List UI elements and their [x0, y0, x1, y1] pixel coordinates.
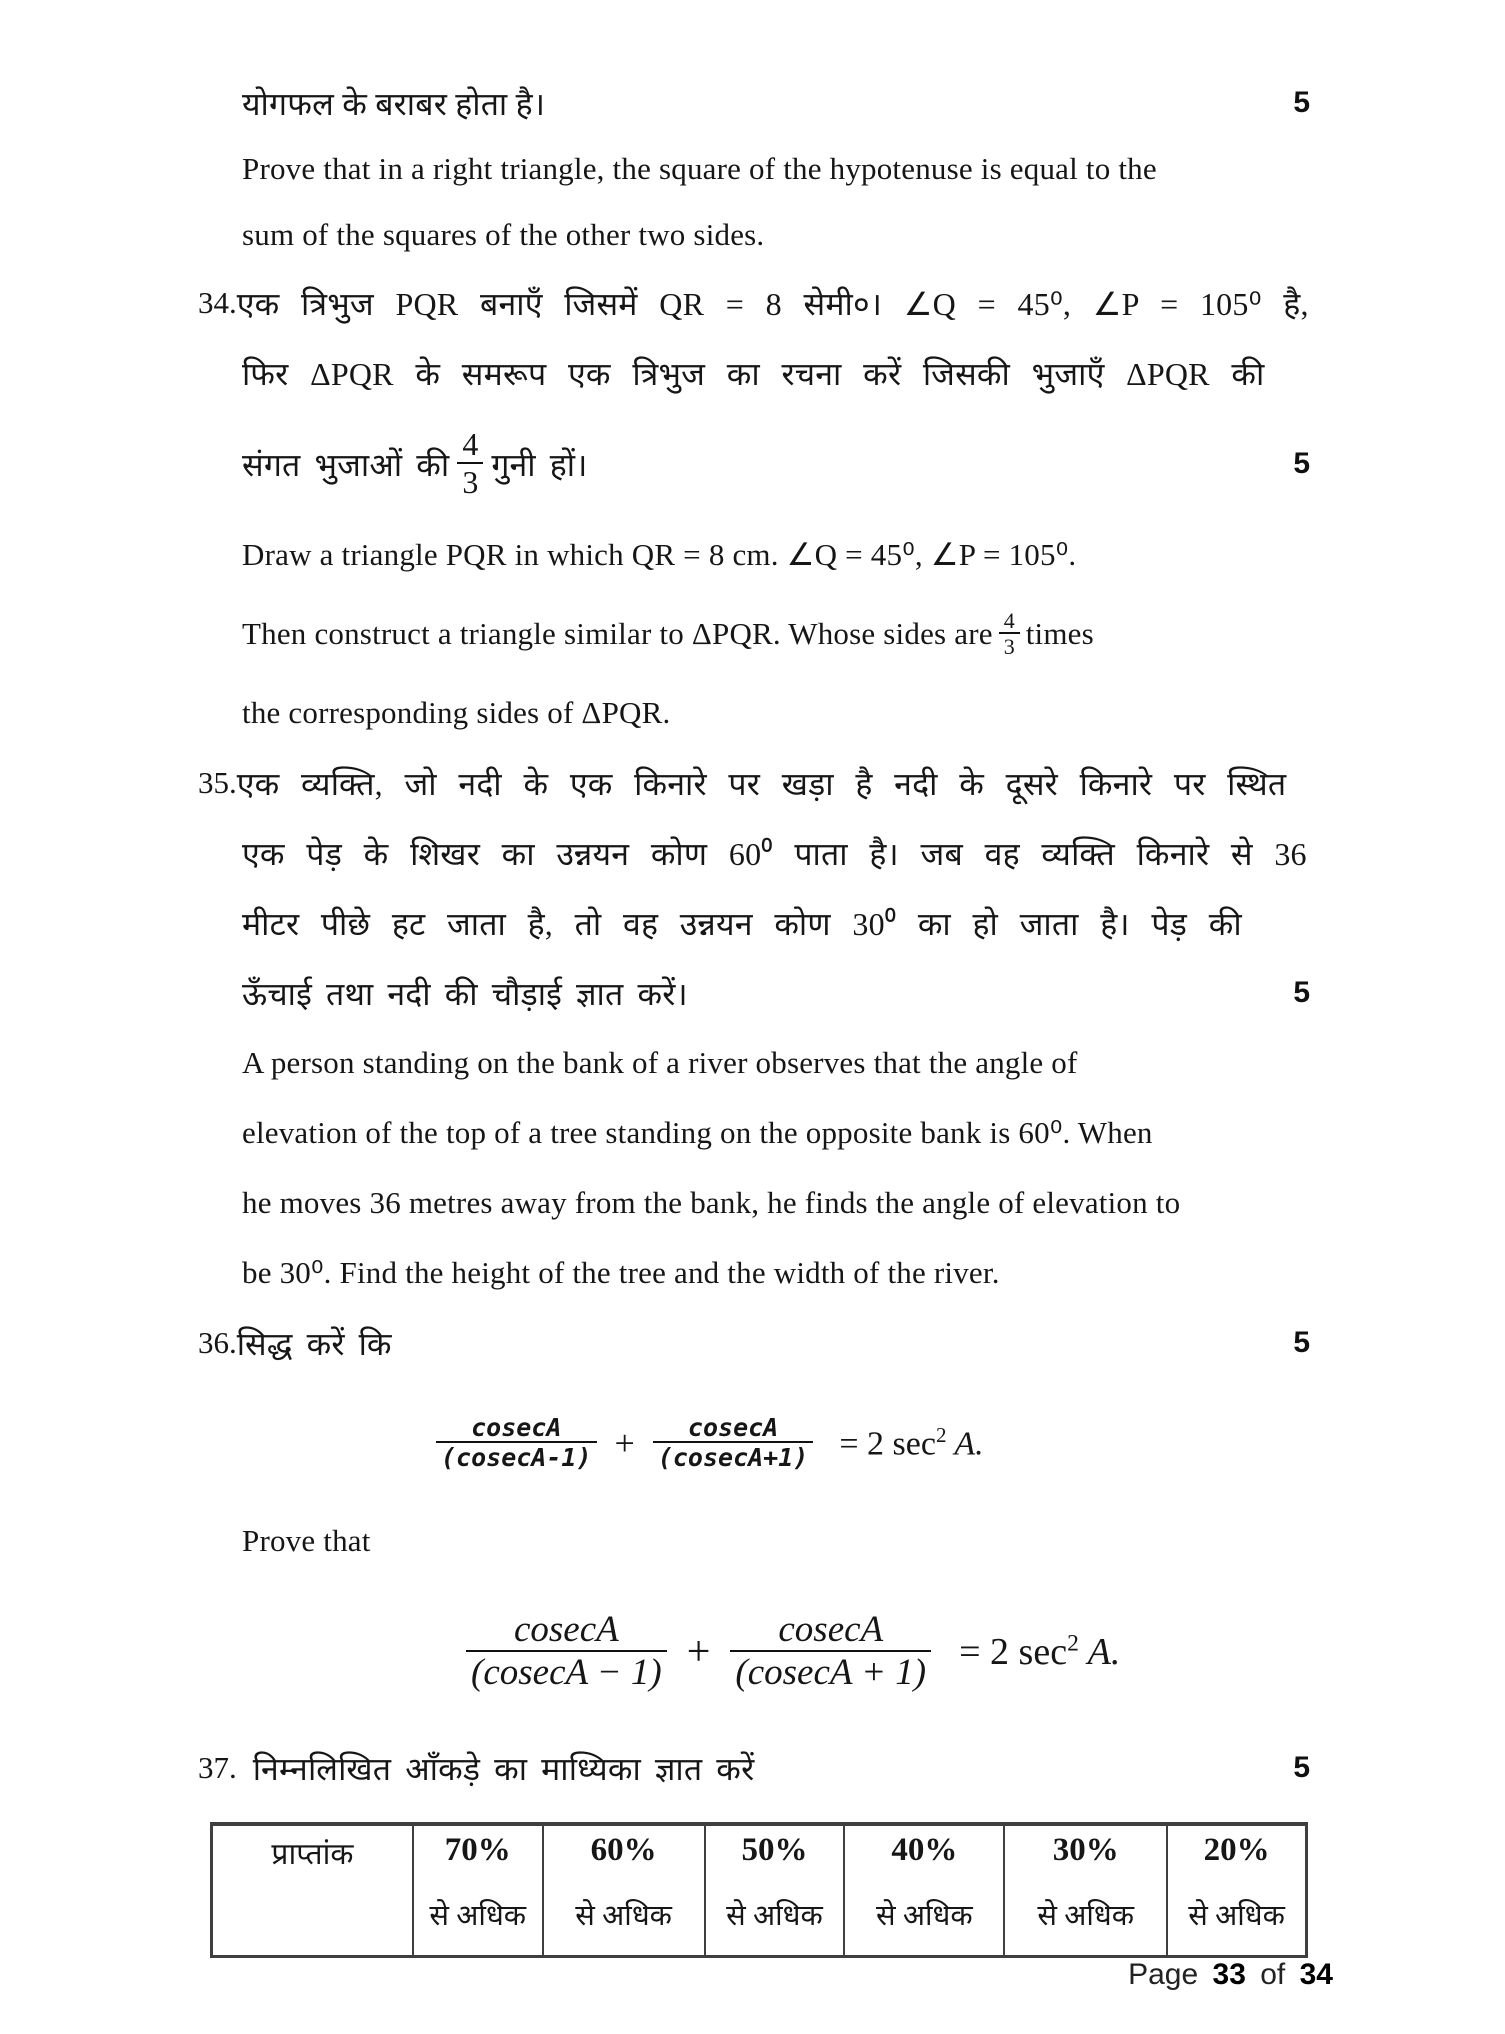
question-35-hindi-line-4: ऊँचाई तथा नदी की चौड़ाई ज्ञात करें। 5 — [242, 975, 1310, 1012]
table-row-header-cell — [213, 1826, 412, 1955]
formula-fraction-1: $\frac{cosecA}{(cosecA-1)}$ — [436, 1415, 597, 1472]
table-column-30: 30% से अधिक — [1003, 1826, 1166, 1955]
prove-that-label-line — [190, 1508, 1310, 1574]
total-page-count: 34 — [1299, 1958, 1333, 1991]
question-34-marks: 5 — [1293, 447, 1310, 480]
formula-cosec-small — [428, 1390, 984, 1496]
question-35-english-line-4: be 30⁰. Find the height of the tree and the width of the river. — [242, 1255, 1000, 1290]
table-column-20: 20% से अधिक — [1166, 1826, 1305, 1955]
question-33-hindi-tail: योगफल के बराबर होता है। — [242, 85, 546, 122]
question-34-english-line-3: the corresponding sides of ΔPQR. — [242, 695, 671, 730]
formula-cosec-large — [458, 1582, 1120, 1722]
question-34-hindi-line-3: संगत भुजाओं की $\frac{4}{3}$ गुनी हों। 5 — [242, 426, 1310, 500]
question-33-hindi-tail-line — [190, 70, 1310, 136]
current-page-number: 33 — [1212, 1958, 1246, 1991]
table-row-header: प्राप्तांक — [271, 1838, 354, 1871]
question-37-marks: 5 — [1293, 1751, 1310, 1784]
formula-fraction-2: $\frac{cosecA}{(cosecA + 1)}$ — [730, 1611, 931, 1694]
question-33-marks: 5 — [1293, 86, 1310, 119]
question-34-english-line-1: Draw a triangle PQR in which QR = 8 cm. ∠Q = 45⁰, ∠P = 105⁰. — [242, 537, 1077, 572]
question-36-hindi-line: 36. सिद्ध करें कि 5 — [198, 1325, 1310, 1362]
question-34-hindi-line-1: 34. एक त्रिभुज PQR बनाएँ जिसमें QR = 8 सेमी०। ∠Q = 45⁰, ∠P = 105⁰ है, — [198, 285, 1309, 322]
fraction-four-thirds: $\frac{4}{3}$ — [457, 428, 483, 500]
formula-fraction-2: $\frac{cosecA}{(cosecA+1)}$ — [653, 1415, 814, 1472]
question-35-english-line-2: elevation of the top of a tree standing on the opposite bank is 60⁰. When — [242, 1115, 1153, 1150]
question-35-english-line-3: he moves 36 metres away from the bank, he finds the angle of elevation to — [242, 1185, 1181, 1220]
formula-fraction-1: $\frac{cosecA}{(cosecA - 1)}$ — [466, 1611, 667, 1694]
table-column-50: 50% से अधिक — [704, 1826, 844, 1955]
plus-sign: + — [614, 1423, 635, 1463]
question-37-number: 37. — [198, 1750, 237, 1785]
question-34-english-line-2: Then construct a triangle similar to ΔPQR. Whose sides are $\frac{4}{3}$ times — [242, 607, 1094, 659]
table-column-40: 40% से अधिक — [843, 1826, 1003, 1955]
table-column-60: 60% से अधिक — [542, 1826, 704, 1955]
page-word: Page — [1128, 1958, 1199, 1991]
formula-rhs: = 2 $\sec^2 A$. — [839, 1422, 984, 1463]
fraction-four-thirds: $\frac{4}{3}$ — [999, 609, 1020, 659]
question-33-english-line-2: sum of the squares of the other two sides. — [242, 217, 765, 252]
plus-sign: + — [686, 1629, 711, 1675]
grouped-data-table — [210, 1822, 1308, 1958]
question-35-hindi-line-3: मीटर पीछे हट जाता है, तो वह उन्नयन कोण 30⁰ का हो जाता है। पेड़ की — [242, 905, 1242, 942]
prove-that-label: Prove that — [242, 1523, 371, 1558]
question-33-english-line-1: Prove that in a right triangle, the square of the hypotenuse is equal to the — [242, 151, 1157, 186]
question-36-marks: 5 — [1293, 1326, 1310, 1359]
formula-rhs: = 2 $\sec^2 A$. — [959, 1630, 1121, 1673]
question-35-hindi-line-2: एक पेड़ के शिखर का उन्नयन कोण 60⁰ पाता है। जब वह व्यक्ति किनारे से 36 — [242, 835, 1307, 872]
question-35-english-line-1: A person standing on the bank of a river observes that the angle of — [242, 1045, 1078, 1080]
of-word: of — [1260, 1958, 1286, 1991]
question-35-hindi-line-1: 35. एक व्यक्ति, जो नदी के एक किनारे पर खड़ा है नदी के दूसरे किनारे पर स्थित — [198, 765, 1287, 802]
question-37-hindi-line: 37. निम्नलिखित आँकड़े का माध्यिका ज्ञात करें 5 — [198, 1750, 1310, 1787]
question-35-number: 35. — [198, 765, 237, 800]
question-36-number: 36. — [198, 1325, 237, 1360]
question-34-number: 34. — [198, 285, 237, 320]
question-34-hindi-line-2: फिर ΔPQR के समरूप एक त्रिभुज का रचना करें जिसकी भुजाएँ ΔPQR की — [242, 355, 1265, 392]
question-35-marks: 5 — [1293, 976, 1310, 1009]
page-number-footer — [1122, 1958, 1333, 1992]
table-column-70: 70% से अधिक — [412, 1826, 542, 1955]
